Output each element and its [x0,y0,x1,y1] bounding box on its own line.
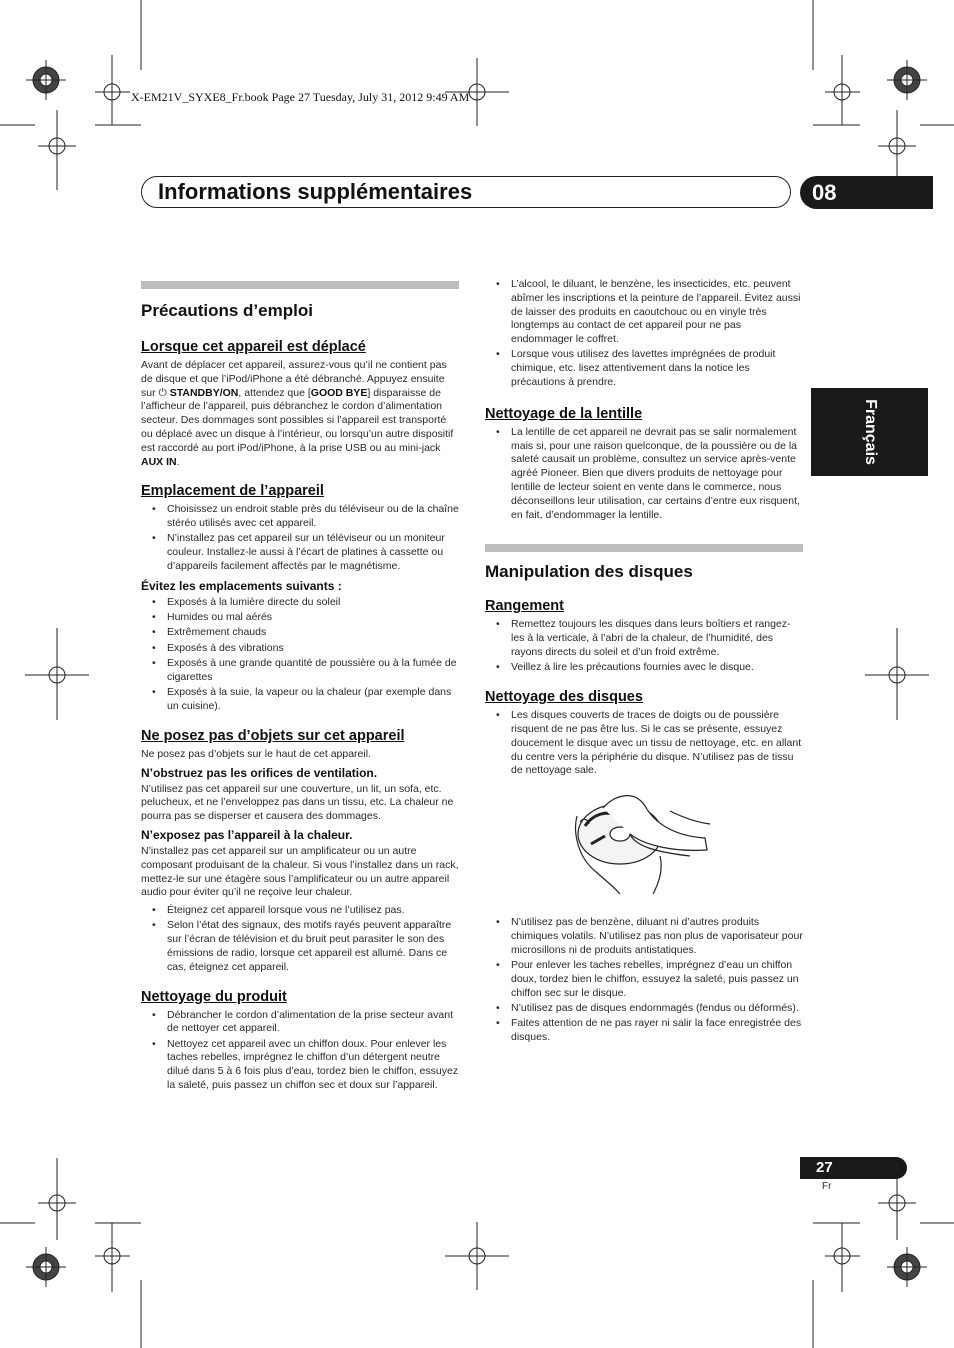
list-item: • N’utilisez pas de disques endommagés (fendus ou déformés). [485,1002,803,1016]
heat-paragraph: N’installez pas cet appareil sur un amplificateur ou un autre composant produisant de la chaleur. Si vous l’installez dans un rack, mettez-le sur une étagère sous l’amplificateur ou un autre appareil audio pour éviter qu’il ne reçoive leur chaleur. [141,844,459,899]
chapter-badge [800,176,933,209]
section-bar [485,544,803,552]
list-item: • Les disques couverts de traces de doigts ou de poussière risquent de ne pas être lus. Si le cas se présente, essuyez doucement le disque avec un tissu de nettoyage, etc. en allant du centre vers la périphérie du disque. N’utilisez pas de tissu de nettoyage sale. [485,709,803,778]
objects-paragraph: Ne posez pas d’objets sur le haut de cet appareil. [141,747,371,760]
disc-cleaning-list [485,709,803,778]
standby-label: STANDBY/ON [169,386,239,399]
moved-paragraph: Avant de déplacer cet appareil, assurez-vous qu’il ne contient pas de disque et que l’iPod/iPhone a été débranché. Appuyez ensuite sur ⏻ STANDBY/ON, attendez que [GOOD BYE] disparaisse de l’afficheur de l’appareil, puis débranchez le cordon d’alimentation secteur. Des dommages sont possibles si l’appareil est transporté ou déplacé avec un disque à l’intérieur, ou lorsqu’un autre dispositif est raccordé au port iPod/iPhone, à la prise USB ou au mini-jack AUX IN. [141,359,454,468]
list-item: • La lentille de cet appareil ne devrait pas se salir normalement mais si, pour une raison quelconque, de la poussière ou de la saleté causait un problème, consultez un service après-vente agréé Pioneer. Bien que divers produits de nettoyage pour lentille de lecteur soient en vente dans le commerce, nous déconseillons leur utilisation, car certains d’entre eux risquent, en fait, d’endommager la lentille. [485,426,803,523]
chapter-title: Informations supplémentaires [158,179,473,204]
chapter-number: 08 [812,180,837,205]
page-number-badge [800,1157,907,1179]
list-item: • N’installez pas cet appareil sur un téléviseur ou un moniteur couleur. Installez-le aussi à l’écart de platines à cassette ou d’appareils facilement affectés par le magnétisme. [141,532,459,573]
ventilation-paragraph: N’utilisez pas cet appareil sur une couverture, un lit, un sofa, etc. pelucheux, et ne l’enveloppez pas dans un tissu, etc. La chaleur ne pourra pas se disperser et causera des dommages. [141,782,454,823]
cleaning-continued-list [485,278,803,390]
language-tab [811,388,928,476]
section-bar [141,281,459,289]
list-item: • Extrêmement chauds [141,626,459,640]
heading-avoid: Évitez les emplacements suivants : [141,578,342,593]
left-column [141,281,459,1094]
list-item: • L’alcool, le diluant, le benzène, les insecticides, etc. peuvent abîmer les inscriptions et la peinture de l’appareil. Évitez aussi de laisser des produits en caoutchouc ou en vinyle très longtemps au contact de cet appareil pour ne pas endommager le coffret. [485,278,803,347]
storage-list [485,618,803,675]
heading-disc-cleaning: Nettoyage des disques [485,689,643,706]
heading-objects: Ne posez pas d’objets sur cet appareil [141,727,405,744]
list-item: • Remettez toujours les disques dans leurs boîtiers et rangez-les à la verticale, à l’abri de la chaleur, de l’humidité, des rayons directs du soleil et d’un froid extrême. [485,618,803,659]
auxin-label: AUX IN [141,455,177,468]
chapter-banner [141,176,791,208]
disc-cleaning-illustration [485,786,803,898]
list-item: • Nettoyez cet appareil avec un chiffon doux. Pour enlever les taches rebelles, imprégnez le chiffon d’un détergent neutre dilué dans 5 à 6 fois plus d’eau, tordez bien le chiffon, essuyez la saleté, puis passez un chiffon sec et doux sur l’appareil. [141,1038,459,1093]
list-item: • N’utilisez pas de benzène, diluant ni d’autres produits chimiques volatils. N’utilisez pas non plus de vaporisateur pour microsillons ni de produits antistatiques. [485,916,803,957]
page-language: Fr [822,1181,832,1192]
heading-placement: Emplacement de l’appareil [141,483,324,500]
heading-ventilation: N’obstruez pas les orifices de ventilation. [141,765,378,780]
list-item: • Pour enlever les taches rebelles, imprégnez d’eau un chiffon doux, tordez bien le chiffon, essuyez la saleté, puis passez un chiffon sec sur le disque. [485,959,803,1000]
heading-product-cleaning: Nettoyage du produit [141,988,287,1005]
list-item: • Veillez à lire les précautions fournies avec le disque. [485,661,803,675]
print-header: X-EM21V_SYXE8_Fr.book Page 27 Tuesday, July 31, 2012 9:49 AM [131,90,470,104]
lens-list [485,426,803,523]
language-tab-label: Français [861,399,879,465]
product-cleaning-list [141,1009,459,1093]
list-item: • Exposés à la lumière directe du soleil [141,596,459,610]
avoid-list [141,596,459,714]
list-item: • Selon l’état des signaux, des motifs rayés peuvent apparaître sur l’écran de télévision et du bruit peut parasiter le son des émissions de radio, lorsque cet appareil est allumé. Dans ce cas, éteignez cet appareil. [141,919,459,974]
page-number: 27 [816,1159,833,1176]
list-item: • Faites attention de ne pas rayer ni salir la face enregistrée des disques. [485,1017,803,1045]
standby-icon: ⏻ [158,386,167,399]
section-title-discs: Manipulation des disques [485,562,693,582]
list-item: • Exposés à une grande quantité de poussière ou à la fumée de cigarettes [141,657,459,685]
disc-cleaning-list-2 [485,916,803,1045]
heading-lens-cleaning: Nettoyage de la lentille [485,405,643,422]
list-item: • Choisissez un endroit stable près du téléviseur ou de la chaîne stéréo utilisés avec cet appareil. [141,503,459,531]
list-item: • Exposés à la suie, la vapeur ou la chaleur (par exemple dans un cuisine). [141,686,459,714]
list-item: • Débrancher le cordon d’alimentation de la prise secteur avant de nettoyer cet appareil. [141,1009,459,1037]
objects-list [141,904,459,974]
goodbye-label: GOOD BYE [310,386,368,399]
list-item: • Exposés à des vibrations [141,642,459,656]
heading-storage: Rangement [485,598,564,615]
placement-list [141,503,459,573]
list-item: • Lorsque vous utilisez des lavettes imprégnées de produit chimique, etc. lisez attentivement dans la notice les précautions à prendre. [485,348,803,389]
right-column [485,278,803,1046]
list-item: • Humides ou mal aérés [141,611,459,625]
list-item: • Éteignez cet appareil lorsque vous ne l’utilisez pas. [141,904,459,918]
section-title-precautions: Précautions d’emploi [141,301,313,320]
heading-heat: N’exposez pas l’appareil à la chaleur. [141,827,353,842]
heading-moved: Lorsque cet appareil est déplacé [141,339,366,355]
